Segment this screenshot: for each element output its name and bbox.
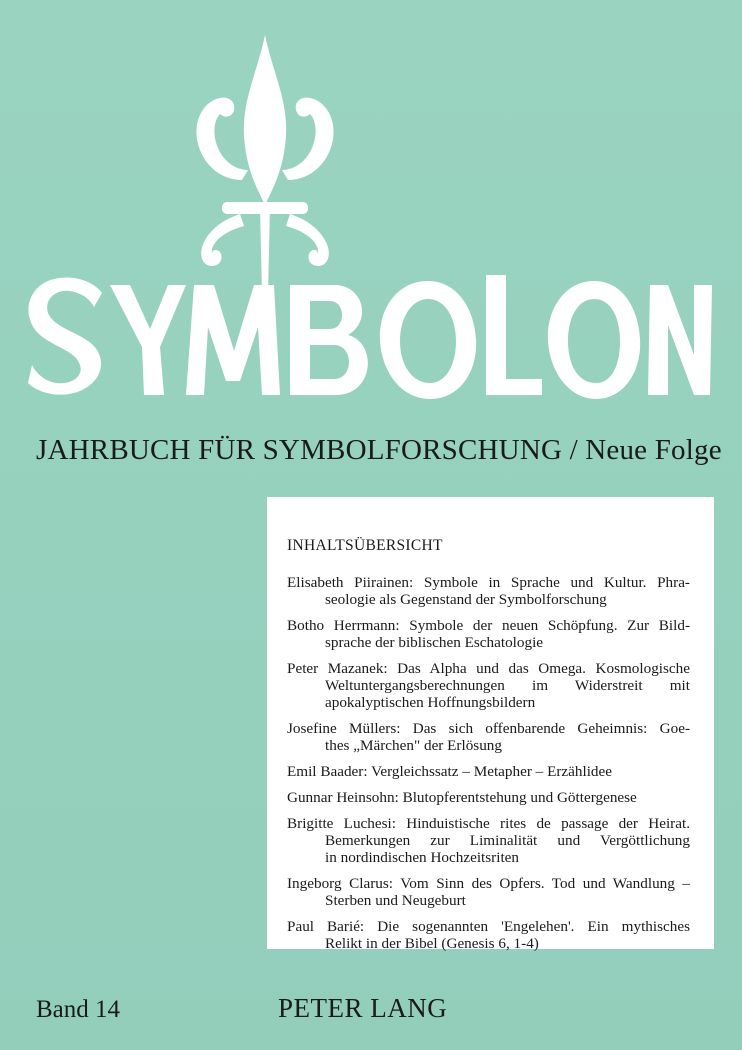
toc-line: Josefine Müllers: Das sich offenbarende Geheimnis: Goe- [287,720,690,737]
table-of-contents [267,497,714,952]
toc-entry [287,763,690,780]
volume-number: Band 14 [36,996,121,1023]
toc-line: Botho Herrmann: Symbole der neuen Schöpfung. Zur Bild- [287,617,690,634]
toc-entry [287,574,690,608]
toc-line: Paul Barié: Die sogenannten 'Engelehen'. Ein mythisches [287,918,690,935]
toc-line: Emil Baader: Vergleichssatz – Metapher – Erzählidee [287,763,613,780]
toc-line: thes „Märchen" der Erlösung [325,737,502,754]
toc-entry [287,918,690,952]
toc-line: seologie als Gegenstand der Symbolforschung [325,591,607,608]
toc-entry [287,617,690,651]
toc-line: Ingeborg Clarus: Vom Sinn des Opfers. Tod und Wandlung – [287,875,690,892]
toc-entry [287,720,690,754]
publisher-name: PETER LANG [278,993,448,1023]
toc-line: apokalyptischen Hoffnungsbildern [325,694,536,711]
series-subtitle: JAHRBUCH FÜR SYMBOLFORSCHUNG / Neue Folge [36,434,722,466]
toc-entry [287,660,690,711]
toc-line: Peter Mazanek: Das Alpha und das Omega. Kosmologische [287,660,690,677]
toc-list [287,574,690,952]
toc-line: Bemerkungen zur Liminalität und Vergöttlichung [325,832,690,849]
toc-line: Sterben und Neugeburt [325,892,466,909]
toc-line: Brigitte Luchesi: Hinduistische rites de passage der Heirat. [287,815,690,832]
symbolon-logo [18,255,718,405]
toc-line: Gunnar Heinsohn: Blutopferentstehung und Göttergenese [287,789,637,806]
toc-line: in nordindischen Hochzeitsriten [325,849,520,866]
toc-entry [287,875,690,909]
toc-entry [287,815,690,866]
toc-title: INHALTSÜBERSICHT [287,537,443,554]
toc-line: Weltuntergangsberechnungen im Widerstreit mit [325,677,690,694]
toc-line: Relikt in der Bibel (Genesis 6, 1-4) [325,935,539,952]
toc-entry [287,789,690,806]
toc-line: Elisabeth Piirainen: Symbole in Sprache und Kultur. Phra- [287,574,690,591]
toc-line: sprache der biblischen Eschatologie [325,634,544,651]
